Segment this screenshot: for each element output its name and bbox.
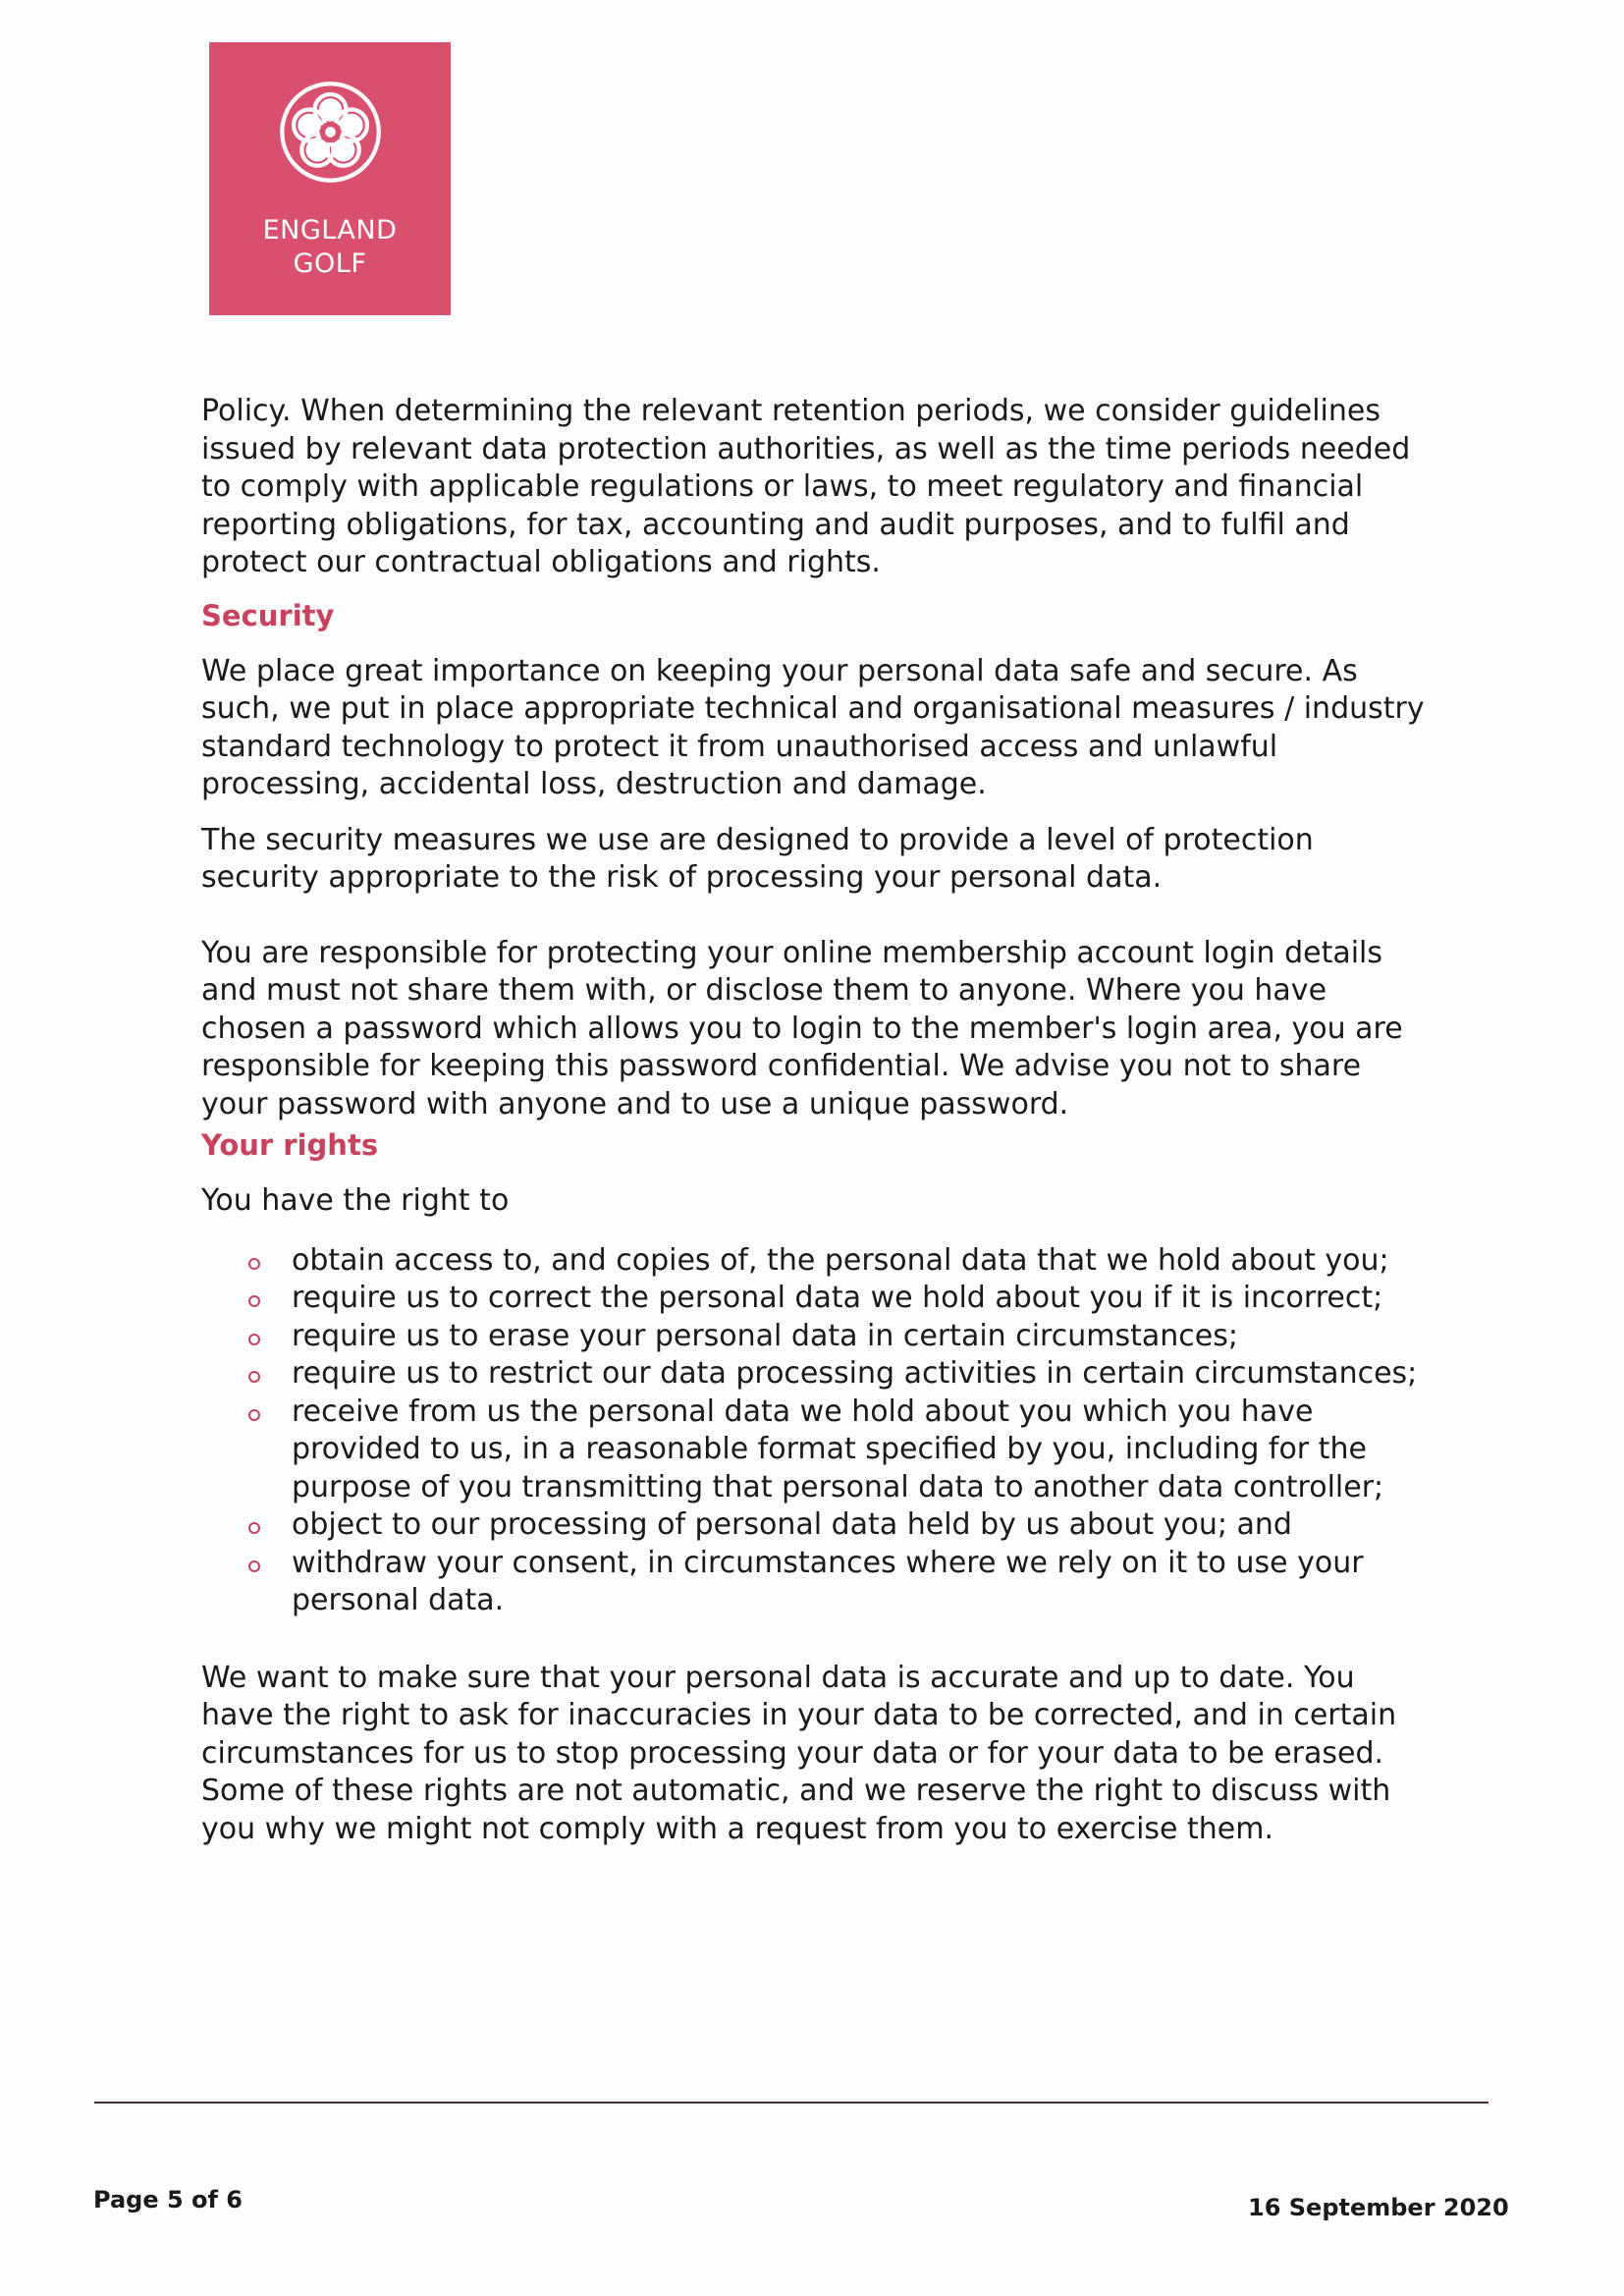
logo-text-line2: GOLF (293, 248, 367, 279)
rights-intro: You have the right to (201, 1183, 510, 1218)
rights-list (201, 1242, 1429, 1620)
document-date: 16 September 2020 (1248, 2194, 1509, 2221)
security-paragraph-1: We place great importance on keeping your personal data safe and secure. As such, we put in place appropriate technical and organisational measures / industry standard technology to protect it from unauthorised access and unlawful processing, accidental loss, destruction and damage. (201, 653, 1425, 801)
security-heading: Security (201, 598, 335, 632)
bullet-icon (248, 1371, 260, 1383)
list-item: require us to correct the personal data we hold about you if it is incorrect; (201, 1280, 1429, 1318)
intro-paragraph: Policy. When determining the relevant retention periods, we consider guidelines issued by relevant data protection authorities, as well as the time periods needed to comply with applicable regulations or laws, to meet regulatory and financial reporting obligations, for tax, accounting and audit purposes, and to fulfil and protect our contractual obligations and rights. (201, 394, 1411, 579)
england-golf-logo (209, 42, 451, 315)
security-paragraph-2: The security measures we use are designed to provide a level of protection security appropriate to the risk of processing your personal data. (201, 822, 1314, 895)
list-item: withdraw your consent, in circumstances where we rely on it to use your personal data. (201, 1545, 1429, 1620)
list-item: require us to erase your personal data in certain circumstances; (201, 1318, 1429, 1356)
list-item: obtain access to, and copies of, the personal data that we hold about you; (201, 1242, 1429, 1281)
document-body (201, 393, 1429, 1848)
list-item: object to our processing of personal data held by us about you; and (201, 1506, 1429, 1545)
logo-text-line1: ENGLAND (262, 215, 398, 246)
rights-closing-paragraph: We want to make sure that your personal data is accurate and up to date. You have the right to ask for inaccuracies in your data to be corrected, and in certain circumstances for us to stop processing your data or for your data to be erased. Some of these rights are not automatic, and we reserve the right to discuss with you why we might not comply with a request from you to exercise them. (201, 1660, 1397, 1846)
bullet-icon (248, 1295, 260, 1307)
security-paragraph-3: You are responsible for protecting your online membership account login details and must not share them with, or disclose them to anyone. Where you have chosen a password which allows you to login to the member's login area, you are responsible for keeping this password confidential. We advise you not to share your password with anyone and to use a unique password. (201, 935, 1403, 1121)
rights-heading: Your rights (201, 1128, 379, 1162)
footer-divider (94, 2102, 1489, 2104)
list-item: receive from us the personal data we hold about you which you have provided to us, in a reasonable format specified by you, including for the purpose of you transmitting that personal data to another data controller; (201, 1394, 1429, 1507)
bullet-icon (248, 1334, 260, 1345)
list-item: require us to restrict our data processing activities in certain circumstances; (201, 1355, 1429, 1394)
bullet-icon (248, 1409, 260, 1421)
bullet-icon (248, 1522, 260, 1534)
page-number: Page 5 of 6 (93, 2186, 243, 2214)
rose-emblem-icon (278, 80, 383, 185)
bullet-icon (248, 1258, 260, 1270)
bullet-icon (248, 1560, 260, 1572)
